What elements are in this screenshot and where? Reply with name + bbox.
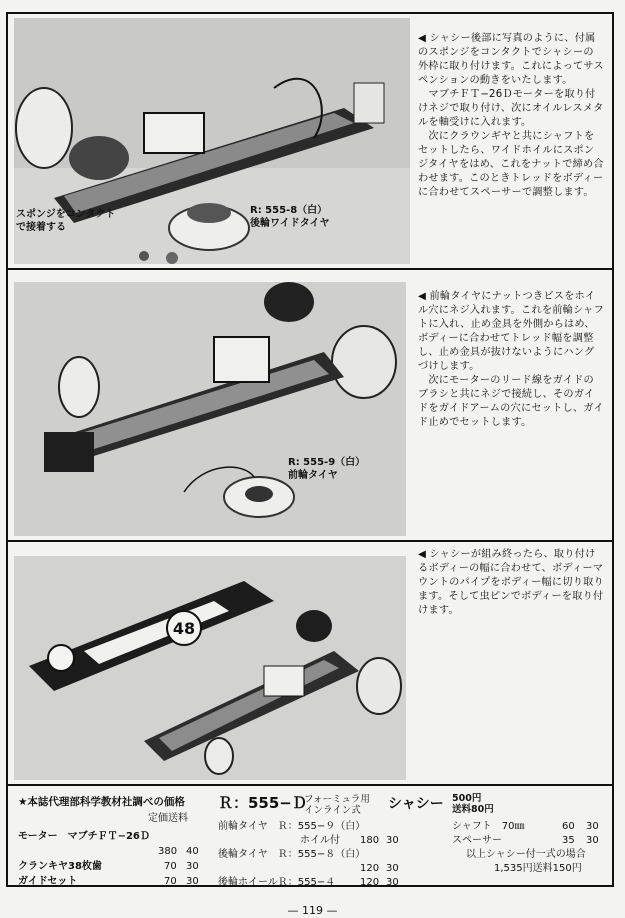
mid-row-ship: 30 [386,863,399,874]
left-row-price: 70 [164,876,177,887]
section-1-text: ◀ シャシー後部に写真のように、付属のスポンジをコンタクトでシャシーの外枠に取り付けます。これによってサスペンションの動きをいたします。 マブチＦＴ−26Ｄモーターを取り付けネジで取り付け、次にオイルレスメタルを軸受けに入れます。 次にクラウンギヤと共にシャフトをセットしたら、ワイドホイルにスポンジタイヤをはめ、これをナットで締め合わせます。このときトレッドをボディーに合わせてスペーサーで調整します。 [418,33,604,198]
photo-rear-chassis [14,18,410,264]
left-row-name: ガイドセット [18,876,78,887]
page-number: — 119 — [287,904,338,917]
set-price: 1,535円送料150円 [494,863,582,874]
left-row-name: クランキヤ38枚歯 [18,861,102,872]
mid-row-price: 180 [360,835,380,846]
mid-row-price: 120 [360,877,380,888]
chassis-label: シャシー [388,796,444,812]
model-description: フォーミュラ用 インライン式 [304,794,370,816]
price-col-header: 定価送料 [148,813,188,824]
callout-front-tire: R: 555-9（白） 前輪タイヤ [288,457,366,481]
svg-text:48: 48 [172,619,196,638]
left-row-name: モーター マブチＦＴ−26Ｄ [18,831,150,842]
mid-row-name: 後輪ホイールＲ：555−４ [218,877,336,888]
right-row-name: スペーサー [452,835,502,846]
photo-front-chassis [14,282,406,536]
mid-row-ship: 30 [386,877,399,888]
price-heading: ★本誌代理部科学教材社調べの価格 [18,796,185,808]
mid-row-ship: 30 [386,835,399,846]
left-row-price: 380 [158,846,178,857]
right-row-ship: 30 [586,835,599,846]
mid-row-name: ホイル付 [300,835,340,846]
section-3-text: ◀ シャシーが組み終ったら、取り付けるボディーの幅に合わせて、ボディーマウントのパイプをボディー幅に切り取ります。そして虫ピンでボディーを取り付けます。 [418,549,604,616]
right-row-ship: 30 [586,821,599,832]
section-2-text: ◀ 前輪タイヤにナットつきビスをホイル穴にネジ入れます。これを前輪シャフトに入れ、止め金具を外側からはめ、ボディーに合わせてトレッド幅を調整し、止め金具が抜けないようにハングづけします。 次にモーターのリード線をガイドのブラシと共にネジで接続し、そのガイドをガイドアームの穴にセットし、ガイド止めでセットします。 [418,291,604,428]
chassis-price: 500円 送料80円 [452,793,494,815]
right-row-name: シャフト 70㎜ [452,821,525,832]
callout-sponge: スポンジをコンタクト で接着する [16,209,116,233]
left-row-ship: 30 [186,876,199,887]
mid-row-price: 120 [360,863,380,874]
set-label: 以上シャシー付一式の場合 [466,849,586,860]
mid-row-name: 前輪タイヤ Ｒ：555−９（白） [218,821,366,832]
photo-body-mounting [14,556,406,780]
section-divider-3 [6,784,614,786]
mid-row-name: 後輪タイヤ Ｒ：555−８（白） [218,849,366,860]
model-number: Ｒ：555−Ｄ [218,794,307,812]
section-divider-2 [6,540,614,542]
right-row-price: 60 [562,821,575,832]
left-row-ship: 40 [186,846,199,857]
right-row-price: 35 [562,835,575,846]
section-divider-1 [6,268,614,270]
left-row-ship: 30 [186,861,199,872]
callout-rear-tire: R: 555-8（白） 後輪ワイドタイヤ [250,205,330,229]
left-row-price: 70 [164,861,177,872]
